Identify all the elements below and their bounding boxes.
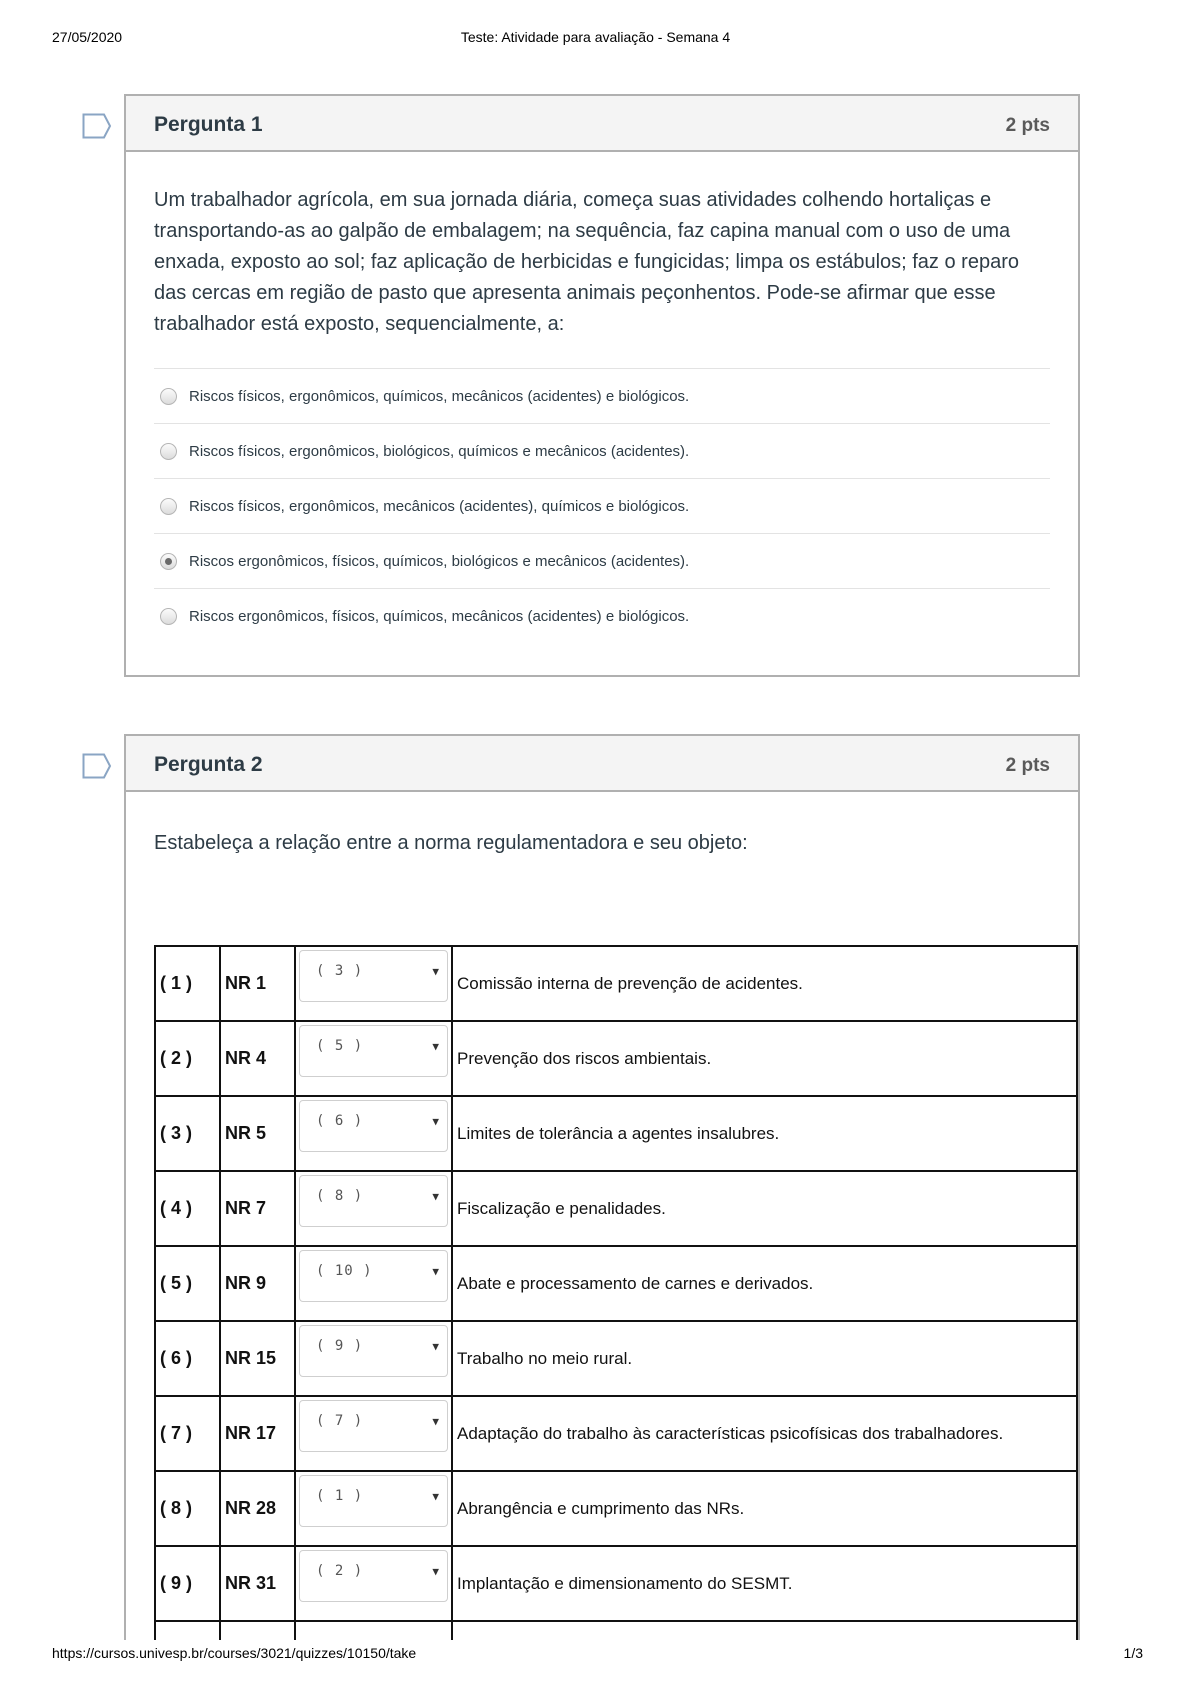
print-footer [0,1645,1191,1665]
match-dropdown[interactable] [299,1250,448,1302]
dropdown-value: ( 10 ) [316,1263,373,1279]
match-dropdown[interactable] [299,1550,448,1602]
answer-label: Riscos ergonômicos, físicos, químicos, biológicos e mecânicos (acidentes). [189,552,690,570]
question-1 [124,94,1080,677]
chevron-down-icon: ▼ [432,1190,439,1203]
answer-label: Riscos ergonômicos, físicos, químicos, mecânicos (acidentes) e biológicos. [189,607,690,625]
item-number: ( 1 ) [155,946,220,1021]
chevron-down-icon: ▼ [432,1415,439,1428]
nr-description: Trabalho no meio rural. [452,1321,1077,1396]
match-dropdown[interactable] [299,1400,448,1452]
table-row [155,946,1077,1021]
nr-label: NR 1 [220,946,295,1021]
table-row [155,1321,1077,1396]
answer-option[interactable] [154,368,1050,423]
chevron-down-icon: ▼ [432,965,439,978]
nr-label: NR 5 [220,1096,295,1171]
bookmark-flag-icon[interactable] [82,753,112,779]
table-row [155,1021,1077,1096]
question-points: 2 pts [1005,115,1050,136]
nr-label: NR 9 [220,1246,295,1321]
chevron-down-icon: ▼ [432,1265,439,1278]
answer-label: Riscos físicos, ergonômicos, biológicos, químicos e mecânicos (acidentes). [189,442,690,460]
nr-description: Comissão interna de prevenção de acidentes. [452,946,1077,1021]
item-number: ( 5 ) [155,1246,220,1321]
nr-description: Abrangência e cumprimento das NRs. [452,1471,1077,1546]
table-row [155,1396,1077,1471]
chevron-down-icon: ▼ [432,1040,439,1053]
question-title: Pergunta 2 [154,753,263,776]
match-dropdown[interactable] [299,1325,448,1377]
nr-label: NR 28 [220,1471,295,1546]
dropdown-value: ( 3 ) [316,963,364,979]
table-row [155,1546,1077,1621]
answer-label: Riscos físicos, ergonômicos, mecânicos (acidentes), químicos e biológicos. [189,497,690,515]
nr-description: Implantação e dimensionamento do SESMT. [452,1546,1077,1621]
table-row [155,1471,1077,1546]
dropdown-value: ( 7 ) [316,1413,364,1429]
match-dropdown[interactable] [299,1175,448,1227]
question-header [126,736,1078,792]
answer-option[interactable] [154,423,1050,478]
print-date: 27/05/2020 [52,29,123,45]
nr-label: NR 4 [220,1021,295,1096]
dropdown-value: ( 1 ) [316,1488,364,1504]
answer-list [154,368,1050,643]
bookmark-flag-icon[interactable] [82,113,112,139]
item-number: ( 7 ) [155,1396,220,1471]
dropdown-value: ( 9 ) [316,1338,364,1354]
item-number: ( 3 ) [155,1096,220,1171]
dropdown-value: ( 2 ) [316,1563,364,1579]
question-header [126,96,1078,152]
table-row [155,1171,1077,1246]
nr-label: NR 15 [220,1321,295,1396]
question-2 [124,734,1080,1684]
nr-description: Fiscalização e penalidades. [452,1171,1077,1246]
item-number: ( 8 ) [155,1471,220,1546]
question-points: 2 pts [1005,755,1050,776]
print-url: https://cursos.univesp.br/courses/3021/quizzes/10150/take [52,1645,417,1661]
dropdown-value: ( 5 ) [316,1038,364,1054]
item-number: ( 9 ) [155,1546,220,1621]
table-row [155,1096,1077,1171]
nr-description: Adaptação do trabalho às características psicofísicas dos trabalhadores. [452,1396,1077,1471]
print-page-number: 1/3 [1123,1645,1143,1661]
item-number: ( 6 ) [155,1321,220,1396]
radio-button-checked[interactable] [160,553,177,570]
match-dropdown[interactable] [299,1025,448,1077]
question-text: Um trabalhador agrícola, em sua jornada diária, começa suas atividades colhendo hortaliças e transportando-as ao galpão de embalagem; na sequência, faz capina manual com o uso de uma enxada, exposto ao sol; faz aplicação de herbicidas e fungicidas; limpa os estábulos; faz o reparo das cercas em região de pasto que apresenta animais peçonhentos. Pode-se afirmar que esse trabalhador está exposto, sequencialmente, a: [154,189,1019,335]
table-row [155,1246,1077,1321]
nr-description: Prevenção dos riscos ambientais. [452,1021,1077,1096]
nr-label: NR 31 [220,1546,295,1621]
answer-option-selected[interactable] [154,533,1050,588]
print-header [0,29,1191,49]
item-number: ( 4 ) [155,1171,220,1246]
answer-option[interactable] [154,588,1050,643]
chevron-down-icon: ▼ [432,1340,439,1353]
nr-label: NR 17 [220,1396,295,1471]
match-dropdown[interactable] [299,1475,448,1527]
answer-option[interactable] [154,478,1050,533]
radio-button[interactable] [160,443,177,460]
dropdown-value: ( 6 ) [316,1113,364,1129]
radio-button[interactable] [160,388,177,405]
match-dropdown[interactable] [299,950,448,1002]
dropdown-value: ( 8 ) [316,1188,364,1204]
chevron-down-icon: ▼ [432,1565,439,1578]
item-number: ( 2 ) [155,1021,220,1096]
chevron-down-icon: ▼ [432,1490,439,1503]
nr-description: Abate e processamento de carnes e derivados. [452,1246,1077,1321]
nr-description: Limites de tolerância a agentes insalubres. [452,1096,1077,1171]
radio-button[interactable] [160,498,177,515]
matching-table [154,945,1078,1684]
chevron-down-icon: ▼ [432,1115,439,1128]
match-dropdown[interactable] [299,1100,448,1152]
answer-label: Riscos físicos, ergonômicos, químicos, mecânicos (acidentes) e biológicos. [189,387,690,405]
radio-button[interactable] [160,608,177,625]
print-page-title: Teste: Atividade para avaliação - Semana 4 [460,29,731,45]
question-text: Estabeleça a relação entre a norma regulamentadora e seu objeto: [154,832,748,854]
question-title: Pergunta 1 [154,113,263,136]
nr-label: NR 7 [220,1171,295,1246]
